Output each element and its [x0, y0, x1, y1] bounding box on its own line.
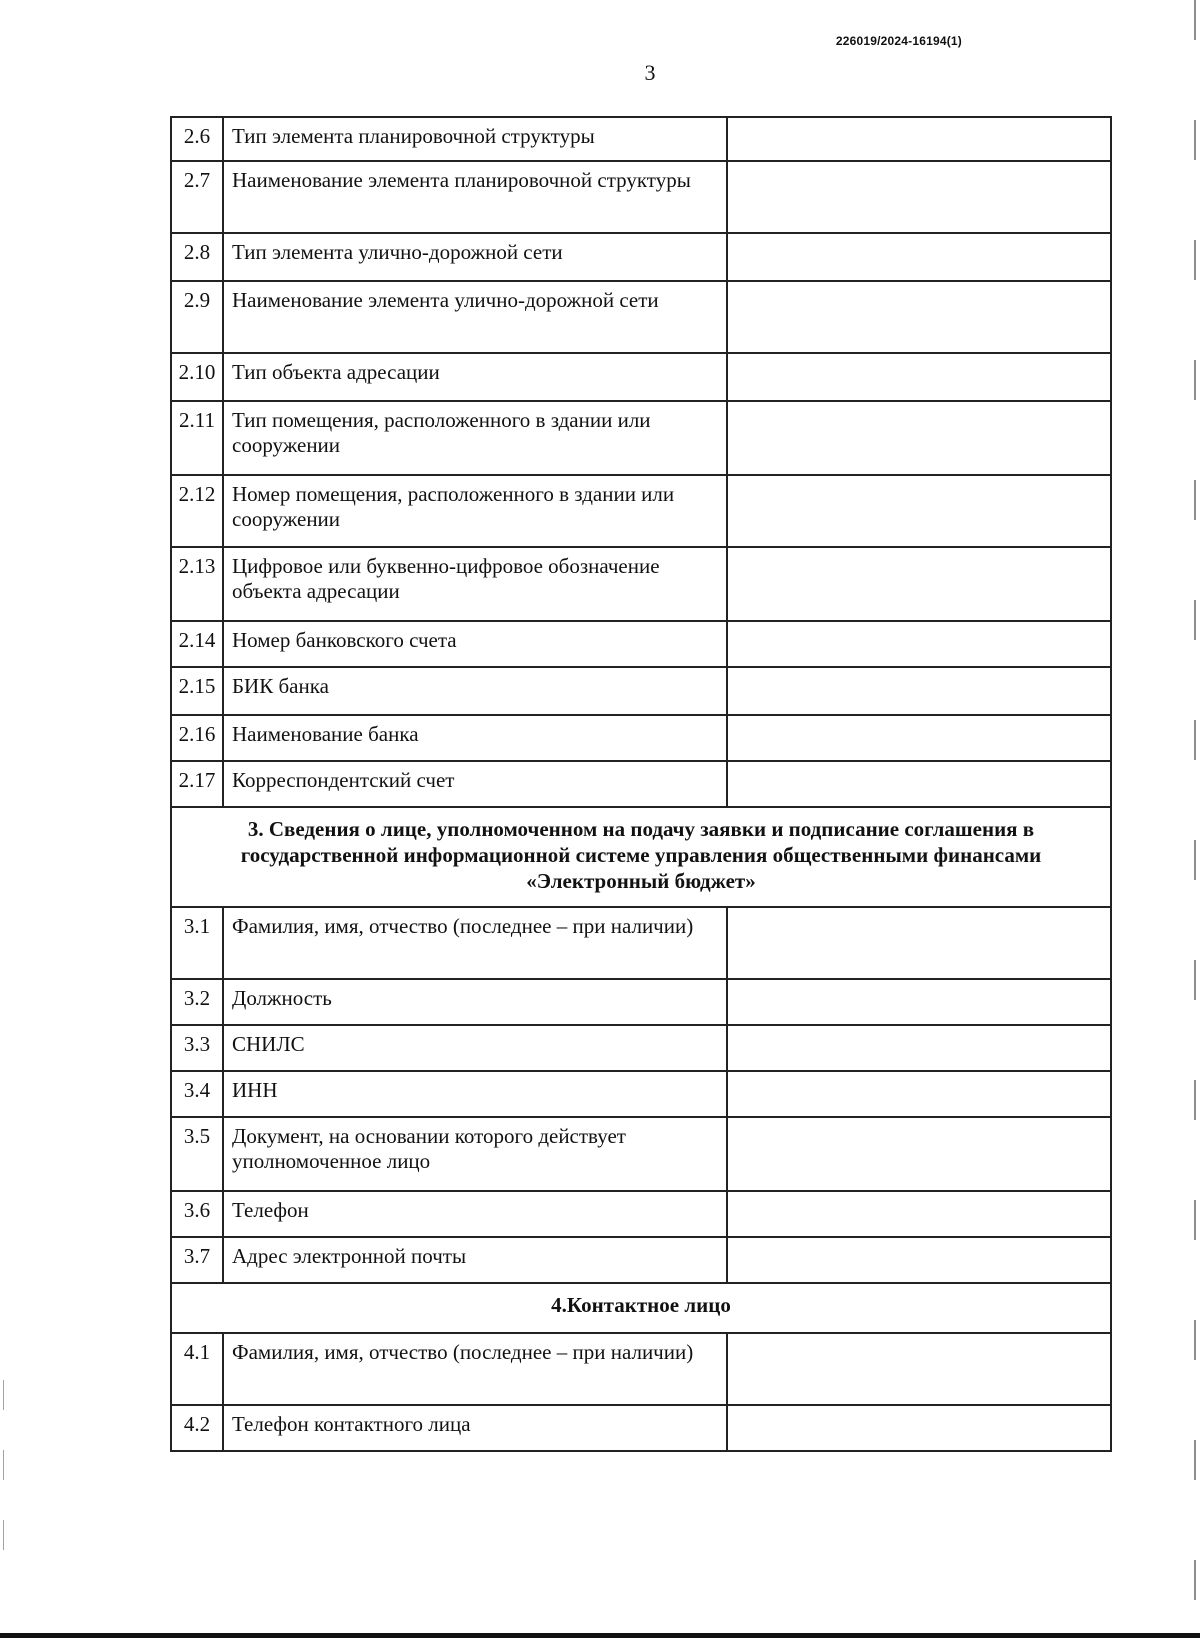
form-table: [170, 116, 1112, 1452]
row-label: Наименование элемента планировочной структуры: [223, 161, 727, 233]
row-label: Цифровое или буквенно-цифровое обозначение объекта адресации: [223, 547, 727, 621]
row-label: Фамилия, имя, отчество (последнее – при наличии): [223, 1333, 727, 1405]
table-row: [171, 1405, 1111, 1451]
row-label: Телефон: [223, 1191, 727, 1237]
value-cell[interactable]: [727, 1237, 1111, 1283]
row-number: 3.5: [171, 1117, 223, 1191]
value-cell[interactable]: [727, 1191, 1111, 1237]
value-cell[interactable]: [727, 353, 1111, 401]
row-label: Должность: [223, 979, 727, 1025]
table-row: [171, 117, 1111, 161]
row-label: Наименование банка: [223, 715, 727, 761]
row-number: 2.12: [171, 475, 223, 547]
row-label: БИК банка: [223, 667, 727, 715]
row-number: 2.13: [171, 547, 223, 621]
table-row: [171, 1237, 1111, 1283]
value-cell[interactable]: [727, 667, 1111, 715]
table-row: [171, 979, 1111, 1025]
row-label: Номер банковского счета: [223, 621, 727, 667]
row-number: 2.10: [171, 353, 223, 401]
value-cell[interactable]: [727, 547, 1111, 621]
table-row: [171, 1117, 1111, 1191]
table-row: [171, 233, 1111, 281]
value-cell[interactable]: [727, 1405, 1111, 1451]
value-cell[interactable]: [727, 979, 1111, 1025]
row-number: 2.17: [171, 761, 223, 807]
row-label: Корреспондентский счет: [223, 761, 727, 807]
row-label: Адрес электронной почты: [223, 1237, 727, 1283]
value-cell[interactable]: [727, 161, 1111, 233]
table-row: [171, 161, 1111, 233]
table-row: [171, 547, 1111, 621]
value-cell[interactable]: [727, 621, 1111, 667]
table-row: [171, 475, 1111, 547]
row-label: Тип элемента планировочной структуры: [223, 117, 727, 161]
row-number: 3.7: [171, 1237, 223, 1283]
value-cell[interactable]: [727, 1117, 1111, 1191]
table-row: [171, 1025, 1111, 1071]
row-number: 2.11: [171, 401, 223, 475]
page-number: 3: [644, 60, 656, 85]
row-number: 2.8: [171, 233, 223, 281]
row-label: Номер помещения, расположенного в здании или сооружении: [223, 475, 727, 547]
row-label: Тип объекта адресации: [223, 353, 727, 401]
row-label: Наименование элемента улично-дорожной сети: [223, 281, 727, 353]
row-label: Фамилия, имя, отчество (последнее – при наличии): [223, 907, 727, 979]
scan-edge-left: [3, 1380, 4, 1580]
value-cell[interactable]: [727, 1333, 1111, 1405]
row-number: 3.1: [171, 907, 223, 979]
value-cell[interactable]: [727, 281, 1111, 353]
row-number: 2.16: [171, 715, 223, 761]
row-number: 4.1: [171, 1333, 223, 1405]
table-row: [171, 353, 1111, 401]
value-cell[interactable]: [727, 1071, 1111, 1117]
value-cell[interactable]: [727, 117, 1111, 161]
value-cell[interactable]: [727, 907, 1111, 979]
section-3-title: 3. Сведения о лице, уполномоченном на подачу заявки и подписание соглашения в государственной информационной системе управления общественными финансами «Электронный бюджет»: [171, 807, 1111, 907]
row-label: Тип помещения, расположенного в здании или сооружении: [223, 401, 727, 475]
value-cell[interactable]: [727, 233, 1111, 281]
value-cell[interactable]: [727, 715, 1111, 761]
row-number: 2.9: [171, 281, 223, 353]
row-label: Телефон контактного лица: [223, 1405, 727, 1451]
table-row: [171, 715, 1111, 761]
section-4-title: 4.Контактное лицо: [171, 1283, 1111, 1333]
row-number: 2.7: [171, 161, 223, 233]
row-label: Документ, на основании которого действует уполномоченное лицо: [223, 1117, 727, 1191]
table-row: [171, 1191, 1111, 1237]
row-number: 2.15: [171, 667, 223, 715]
row-number: 4.2: [171, 1405, 223, 1451]
row-number: 3.6: [171, 1191, 223, 1237]
section-heading-row: [171, 1283, 1111, 1333]
table-row: [171, 1333, 1111, 1405]
row-number: 3.4: [171, 1071, 223, 1117]
row-label: СНИЛС: [223, 1025, 727, 1071]
row-label: ИНН: [223, 1071, 727, 1117]
value-cell[interactable]: [727, 401, 1111, 475]
section-heading-row: [171, 807, 1111, 907]
row-number: 3.2: [171, 979, 223, 1025]
row-number: 2.14: [171, 621, 223, 667]
scan-edge-right: [1194, 0, 1196, 1638]
table-row: [171, 281, 1111, 353]
scan-edge-bottom: [0, 1633, 1200, 1638]
table-row: [171, 401, 1111, 475]
table-row: [171, 907, 1111, 979]
value-cell[interactable]: [727, 761, 1111, 807]
table-row: [171, 761, 1111, 807]
row-label: Тип элемента улично-дорожной сети: [223, 233, 727, 281]
table-row: [171, 621, 1111, 667]
value-cell[interactable]: [727, 475, 1111, 547]
table-row: [171, 667, 1111, 715]
value-cell[interactable]: [727, 1025, 1111, 1071]
table-row: [171, 1071, 1111, 1117]
row-number: 3.3: [171, 1025, 223, 1071]
row-number: 2.6: [171, 117, 223, 161]
document-id: 226019/2024-16194(1): [835, 34, 962, 48]
